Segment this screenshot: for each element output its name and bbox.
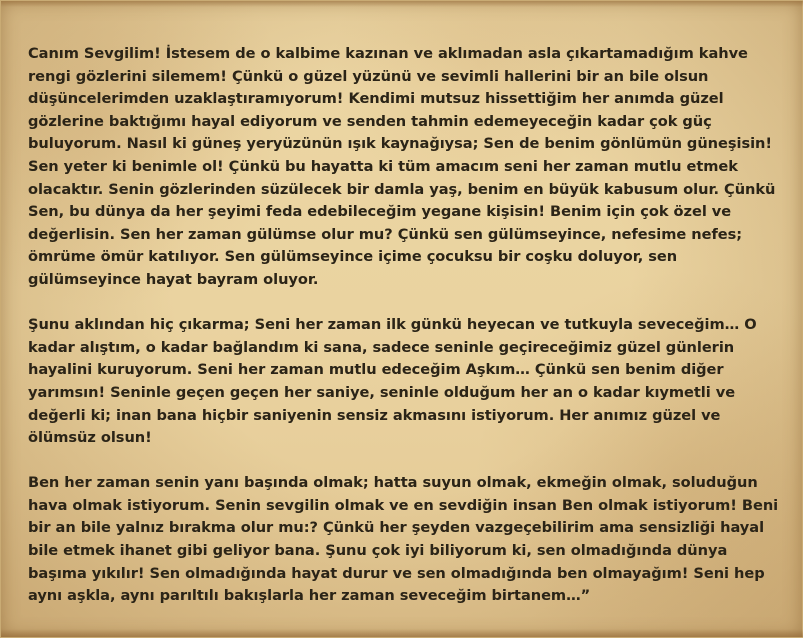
letter-paragraph-3: Ben her zaman senin yanı başında olmak; hatta suyun olmak, ekmeğin olmak, soluduğun hava olmak istiyorum. Senin sevgilin olmak ve en sevdiğin insan Ben olmak istiyorum! Beni bir an bile yalnız bırakma olur mu:? Çünkü her şeyden vazgeçebilirim ama sensizliği hayal bile etmek ihanet gibi geliyor bana. Şunu çok iyi biliyorum ki, sen olmadığında dünya başıma yıkılır! Sen olmadığında hayat durur ve sen olmadığında ben olmayağım! Seni hep aynı aşkla, aynı parıltılı bakışlarla her zaman seveceğim birtanem…” xyxy=(28,474,779,605)
love-letter xyxy=(28,43,788,608)
letter-paragraph-1: Canım Sevgilim! İstesem de o kalbime kazınan ve aklımadan asla çıkartamadığım kahve rengi gözlerini silemem! Çünkü o güzel yüzünü ve sevimli hallerini bir an bile olsun düşüncelerimden uzaklaştıramıyorum! Kendimi mutsuz hissettiğim her anımda güzel gözlerine baktığımı hayal ediyorum ve senden tahmin edemeyeceğin kadar çok güç buluyorum. Nasıl ki güneş yeryüzünün ışık kaynağıysa; Sen de benim gönlümün güneşisin! Sen yeter ki benimle ol! Çünkü bu hayatta ki tüm amacım seni her zaman mutlu etmek olacaktır. Senin gözlerinden süzülecek bir damla yaş, benim en büyük kabusum olur. Çünkü Sen, bu dünya da her şeyimi feda edebileceğim yegane kişisin! Benim için çok özel ve değerlisin. Sen her zaman gülümse olur mu? Çünkü sen gülümseyince, nefesime nefes; ömrüme ömür katılıyor. Sen gülümseyince içime çocuksu bir coşku doluyor, sen gülümseyince hayat bayram oluyor. xyxy=(28,45,776,288)
paper-edge-top xyxy=(1,1,803,7)
letter-paragraph-2: Şunu aklından hiç çıkarma; Seni her zaman ilk günkü heyecan ve tutkuyla seveceğim… O kadar alıştım, o kadar bağlandım ki sana, sadece seninle geçireceğimiz güzel günlerin hayalini kuruyorum. Seni her zaman mutlu edeceğim Aşkım… Çünkü sen benim diğer yarımsın! Seninle geçen geçen her saniye, seninle olduğum her an o kadar kıymetli ve değerli ki; inan bana hiçbir saniyenin sensiz akmasını istiyorum. Her anımız güzel ve ölümsüz olsun! xyxy=(28,316,757,447)
paper-edge-bottom xyxy=(1,629,803,637)
